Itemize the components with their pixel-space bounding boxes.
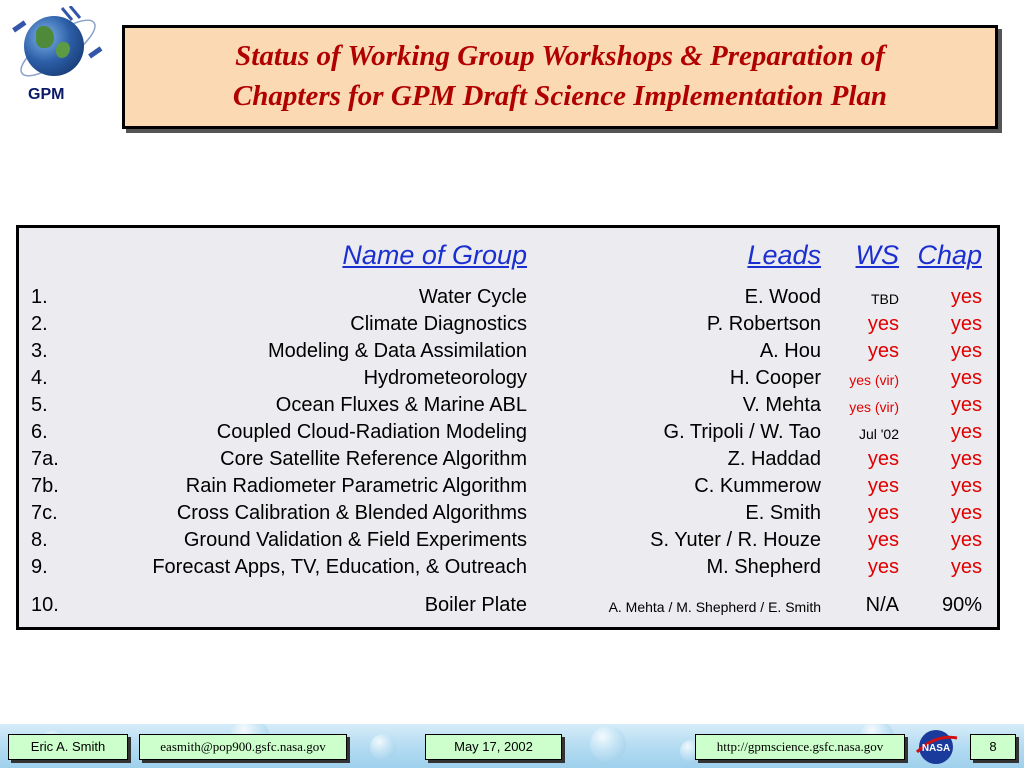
footer-page-number: 8 [970,734,1016,760]
logo-label: GPM [28,86,65,103]
footer-bar [0,724,1024,768]
table-row [19,529,997,556]
footer-date: May 17, 2002 [425,734,562,760]
ws-status: yes [867,313,899,335]
ws-status: yes [867,502,899,524]
group-lead: A. Hou [759,340,821,362]
group-name: Ocean Fluxes & Marine ABL [275,394,527,416]
group-name: Core Satellite Reference Algorithm [220,448,527,470]
table-row [19,340,997,367]
group-lead: M. Shepherd [706,556,821,578]
group-name: Forecast Apps, TV, Education, & Outreach [152,556,527,578]
group-lead: E. Wood [744,286,821,308]
row-number: 4. [31,367,48,389]
chap-status: yes [950,286,982,308]
chap-status: yes [950,421,982,443]
title-box [122,25,998,129]
table-row [19,313,997,340]
chap-status: yes [950,394,982,416]
ws-status: TBD [871,291,899,307]
title-line-1: Status of Working Group Workshops & Preparation of [235,40,885,72]
ws-status: yes [867,475,899,497]
chap-status: yes [950,556,982,578]
globe-land [36,26,54,48]
title-line-2: Chapters for GPM Draft Science Implementation Plan [232,80,888,112]
table-row [19,502,997,529]
table-row [19,421,997,448]
ws-status: yes [867,529,899,551]
footer-author: Eric A. Smith [8,734,128,760]
group-name: Rain Radiometer Parametric Algorithm [185,475,527,497]
table-row [19,394,997,421]
chap-status: yes [950,340,982,362]
bubble-decor [590,726,626,762]
group-lead: A. Mehta / M. Shepherd / E. Smith [608,599,821,615]
row-number: 8. [31,529,48,551]
header-leads: Leads [747,240,821,270]
group-lead: P. Robertson [706,313,821,335]
group-name: Modeling & Data Assimilation [267,340,527,362]
row-number: 2. [31,313,48,335]
header-group: Name of Group [342,240,527,270]
group-lead: G. Tripoli / W. Tao [663,421,821,443]
group-lead: H. Cooper [729,367,821,389]
ws-status: yes [867,448,899,470]
ws-status: N/A [865,594,899,616]
row-number: 7b. [31,475,59,497]
table-row [19,367,997,394]
row-number: 9. [31,556,48,578]
table-row [19,448,997,475]
gpm-logo [6,4,106,112]
chap-status: yes [950,475,982,497]
ws-status: yes (vir) [849,399,899,415]
row-number: 10. [31,594,59,616]
chap-status: yes [950,529,982,551]
row-number: 3. [31,340,48,362]
nasa-logo-text: NASA [921,743,951,754]
table-row [19,594,997,621]
header-chap: Chap [917,240,982,270]
group-name: Water Cycle [418,286,527,308]
chap-status: 90% [941,594,982,616]
row-number: 1. [31,286,48,308]
ws-status: Jul '02 [858,426,899,442]
group-name: Climate Diagnostics [350,313,527,335]
bubble-decor [370,734,396,760]
group-name: Ground Validation & Field Experiments [183,529,527,551]
group-name: Boiler Plate [424,594,527,616]
row-number: 6. [31,421,48,443]
table-row [19,556,997,583]
table-row [19,286,997,313]
chap-status: yes [950,367,982,389]
group-lead: V. Mehta [742,394,821,416]
group-name: Cross Calibration & Blended Algorithms [176,502,527,524]
chap-status: yes [950,448,982,470]
ws-status: yes [867,340,899,362]
row-number: 7c. [31,502,58,524]
status-table [16,225,1000,630]
ws-status: yes [867,556,899,578]
footer-email[interactable]: easmith@pop900.gsfc.nasa.gov [139,734,347,760]
row-number: 7a. [31,448,59,470]
chap-status: yes [950,313,982,335]
globe-icon [24,16,84,76]
header-ws: WS [855,240,899,270]
group-lead: C. Kummerow [694,475,821,497]
nasa-logo-icon [913,728,959,766]
group-lead: Z. Haddad [727,448,821,470]
group-lead: S. Yuter / R. Houze [650,529,821,551]
chap-status: yes [950,502,982,524]
row-number: 5. [31,394,48,416]
table-row [19,475,997,502]
group-name: Hydrometeorology [363,367,527,389]
group-lead: E. Smith [745,502,821,524]
ws-status: yes (vir) [849,372,899,388]
footer-url[interactable]: http://gpmscience.gsfc.nasa.gov [695,734,905,760]
group-name: Coupled Cloud-Radiation Modeling [216,421,527,443]
